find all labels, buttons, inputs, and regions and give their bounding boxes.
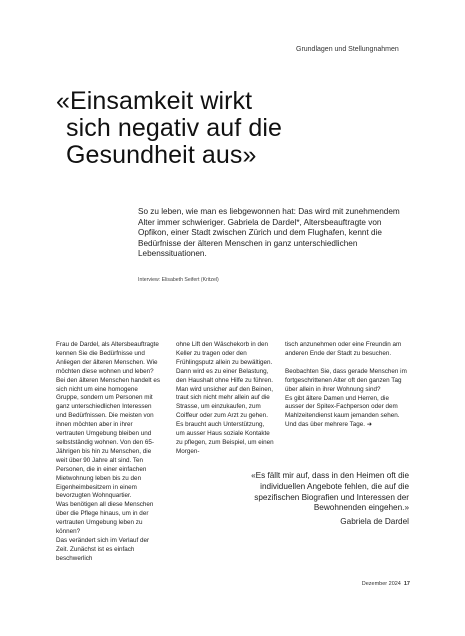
section-label: Grundlagen und Stellungnahmen [296,46,399,53]
interview-answer: Bei den älteren Menschen handelt es sich nicht um eine homogene Gruppe, sondern um Personen mit ganz unterschiedlichen Interessen und Bedürfnissen. Die meisten von ihnen möchten aber in ihrer vertrauten Umgebung bleiben und selbstständig wohnen. Von den 65-Jährigen bis hin zu Menschen, die weit über 90 Jahre alt sind. Ten Personen, die in einer einfachen Mietwohnung leben bis zu den Eigenheimbesitzern in einem bevorzugten Wohnquartier. [56,376,160,500]
interview-answer: tisch anzunehmen oder eine Freundin am anderen Ende der Stadt zu besuchen. [285,341,402,357]
headline-line-1: «Einsamkeit wirkt [56,87,253,115]
interview-credit: Interview: Elisabeth Seifert (Kritzel) [138,277,219,283]
article-column-1 [56,341,160,564]
interview-answer: ohne Lift den Wäschekorb in den Keller zu tragen oder den Frühlingsputz allein zu bewältigen. Dann wird es zu einer Belastung, den Haushalt ohne Hilfe zu führen. Man wird unsicher auf den Beinen, traut sich nicht mehr allein auf die Strasse, um einzukaufen, zum Coiffeur oder zum Arzt zu gehen. Es braucht auch Unterstützung, um ausser Haus soziale Kontakte zu pflegen, zum Beispiel, um einen Morgen- [176,341,274,455]
interview-question: Was benötigen all diese Menschen über die Pflege hinaus, um in der vertrauten Umgebung leben zu können? [56,501,154,536]
pull-quote-text: «Es fällt mir auf, dass in den Heimen oft die individuellen Angebote fehlen, die auf die spezifischen Biografien und Interessen der Bewohnenden eingehen.» [251,471,409,513]
pull-quote [216,471,409,528]
interview-question: Frau de Dardel, als Altersbeauftragte kennen Sie die Bedürfnisse und Anliegen der älteren Menschen. Wie möchten diese wohnen und leben? [56,341,159,375]
page-footer [350,581,410,587]
page-number: 17 [403,581,410,587]
headline-line-3: Gesundheit aus» [66,141,257,169]
article-column-2 [176,341,274,457]
headline-line-2: sich negativ auf die [66,114,283,142]
lead-paragraph: So zu leben, wie man es liebgewonnen hat: Das wird mit zunehmendem Alter immer schwieriger. Gabriela de Dardel*, Altersbeauftragte von Opfikon, einer Stadt zwischen Zürich und dem Flughafen, kennt die Bedürfnisse der älteren Menschen in ganz unterschiedlichen Lebenssituationen. [138,207,400,259]
interview-answer: Das verändert sich im Verlauf der Zeit. Zunächst ist es einfach beschwerlich [56,536,150,562]
interview-question: Beobachten Sie, dass gerade Menschen im fortgeschrittenen Alter oft den ganzen Tag über allein in ihrer Wohnung sind? [285,367,407,393]
issue-date: Dezember 2024 [361,581,401,587]
article-column-3 [285,341,409,430]
pull-quote-author: Gabriela de Dardel [340,517,409,527]
headline [56,88,436,169]
interview-answer: Es gibt ältere Damen und Herren, die ausser der Spitex-Fachperson oder dem Mahlzeitendienst kaum jemanden sehen. Und das über mehrere Tage. ➜ [285,394,400,429]
